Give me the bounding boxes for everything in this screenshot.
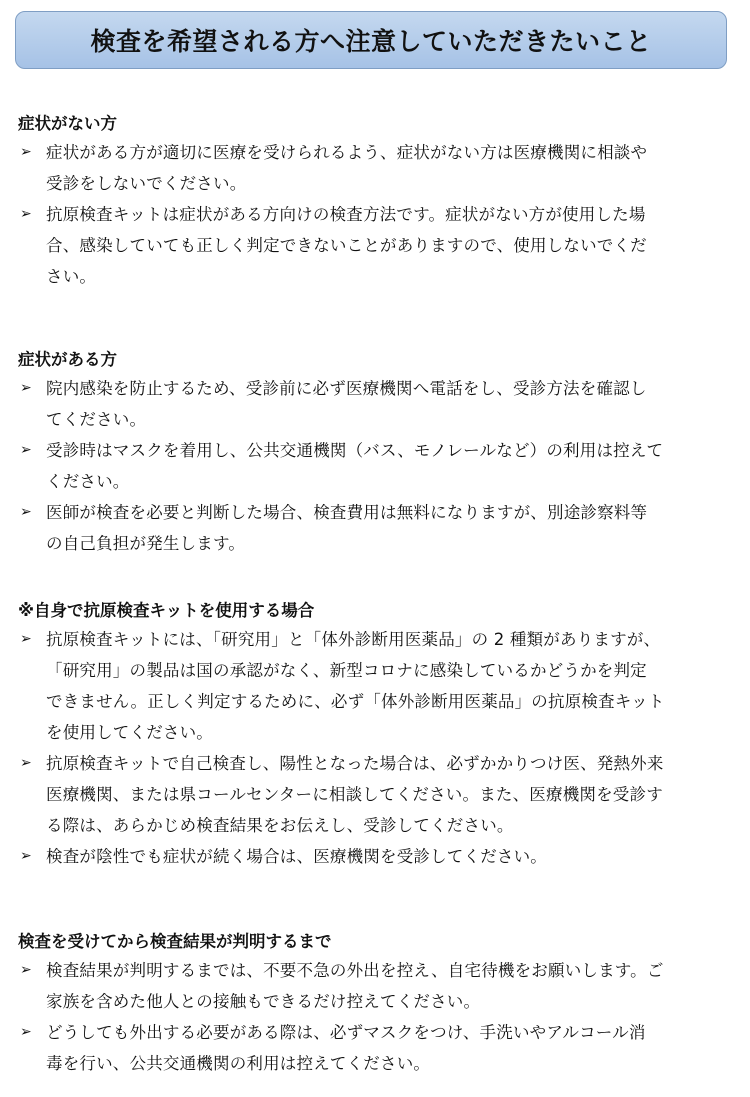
bullet-text-line: 症状がある方が適切に医療を受けられるよう、症状がない方は医療機関に相談や: [46, 143, 648, 162]
bullet-text-line: の自己負担が発生します。: [46, 534, 246, 553]
bullet-arrow-icon: ➢: [20, 631, 32, 647]
bullet-text-line: 抗原検査キットには、「研究用」と「体外診断用医薬品」の 2 種類がありますが、: [46, 630, 661, 649]
bullet-text-line: てください。: [46, 410, 147, 429]
bullet-text-line: さい。: [46, 267, 97, 286]
section-heading: ※自身で抗原検査キットを使用する場合: [18, 601, 315, 620]
bullet-text-line: 抗原検査キットで自己検査し、陽性となった場合は、必ずかかりつけ医、発熱外来: [46, 754, 664, 773]
bullet-text-line: 医療機関、または県コールセンターに相談してください。また、医療機関を受診す: [46, 785, 663, 804]
bullet-text-line: 合、感染していても正しく判定できないことがありますので、使用しないでくだ: [46, 236, 647, 255]
bullet-text-line: どうしても外出する必要がある際は、必ずマスクをつけ、手洗いやアルコール消: [46, 1023, 646, 1042]
bullet-text-line: る際は、あらかじめ検査結果をお伝えし、受診してください。: [46, 816, 514, 835]
bullet-arrow-icon: ➢: [20, 380, 32, 396]
bullet-text-line: 検査結果が判明するまでは、不要不急の外出を控え、自宅待機をお願いします。ご: [46, 961, 664, 980]
section-heading: 症状がない方: [18, 114, 117, 133]
bullet-text-line: 受診をしないでください。: [46, 174, 247, 193]
bullet-arrow-icon: ➢: [20, 144, 32, 160]
bullet-text-line: 受診時はマスクを着用し、公共交通機関（バス、モノレールなど）の利用は控えて: [46, 441, 664, 460]
bullet-text-line: ください。: [46, 472, 130, 491]
bullet-text-line: 検査が陰性でも症状が続く場合は、医療機関を受診してください。: [46, 847, 547, 866]
bullet-text-line: 家族を含めた他人との接触もできるだけ控えてください。: [46, 992, 481, 1011]
section-heading: 症状がある方: [18, 350, 117, 369]
bullet-arrow-icon: ➢: [20, 206, 32, 222]
bullet-arrow-icon: ➢: [20, 848, 32, 864]
bullet-text-line: 医師が検査を必要と判断した場合、検査費用は無料になりますが、別途診察料等: [46, 503, 648, 522]
bullet-arrow-icon: ➢: [20, 962, 32, 978]
bullet-arrow-icon: ➢: [20, 504, 32, 520]
page-title: 検査を希望される方へ注意していただきたいこと: [90, 27, 652, 56]
bullet-text-line: を使用してください。: [46, 723, 213, 742]
bullet-text-line: 院内感染を防止するため、受診前に必ず医療機関へ電話をし、受診方法を確認し: [46, 379, 647, 398]
bullet-text-line: できません。正しく判定するために、必ず「体外診断用医薬品」の抗原検査キット: [46, 692, 665, 711]
bullet-text-line: 抗原検査キットは症状がある方向けの検査方法です。症状がない方が使用した場: [46, 205, 646, 224]
bullet-arrow-icon: ➢: [20, 755, 32, 771]
bullet-arrow-icon: ➢: [20, 442, 32, 458]
bullet-arrow-icon: ➢: [20, 1024, 32, 1040]
bullet-text-line: 「研究用」の製品は国の承認がなく、新型コロナに感染しているかどうかを判定: [46, 661, 647, 680]
title-banner: [15, 11, 727, 69]
bullet-text-line: 毒を行い、公共交通機関の利用は控えてください。: [46, 1054, 431, 1073]
section-heading: 検査を受けてから検査結果が判明するまで: [18, 932, 332, 951]
